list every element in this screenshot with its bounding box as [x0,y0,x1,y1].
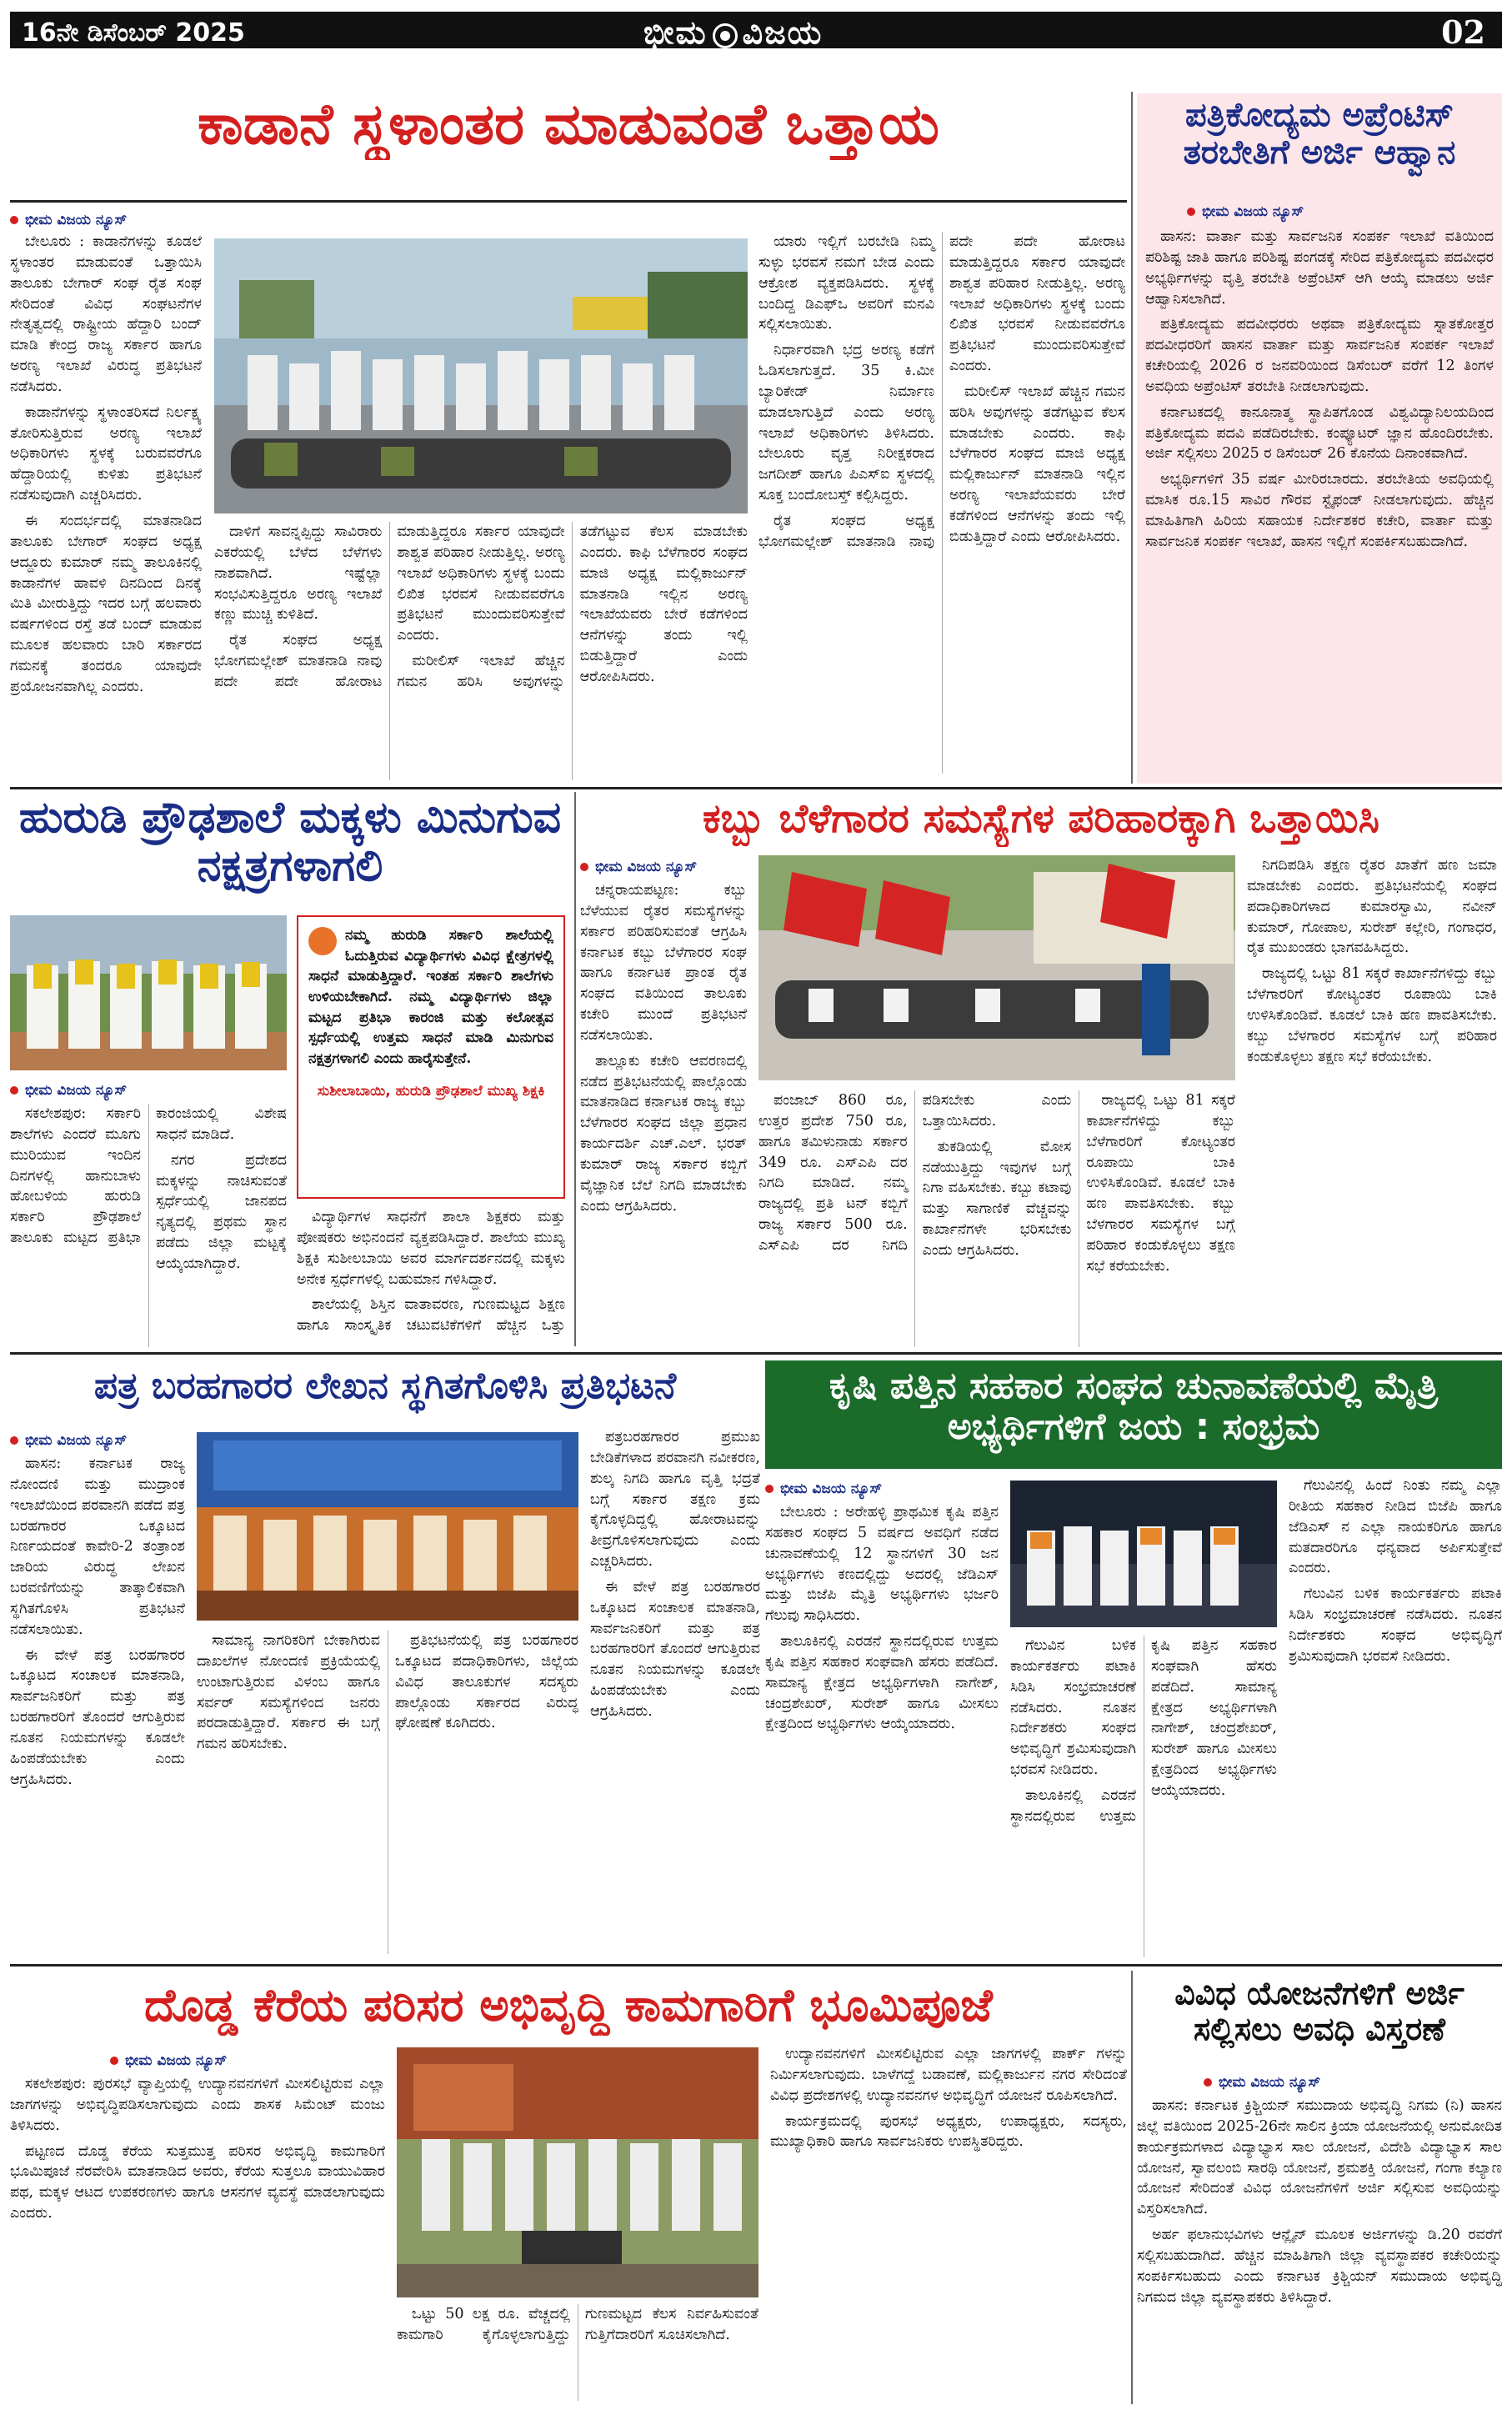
bullet-icon [110,2057,118,2065]
article-text: ಬೇಲೂರು : ಕಾಡಾನೆಗಳನ್ನು ಕೂಡಲೆ ಸ್ಥಳಾಂತರ ಮಾಡುವಂತೆ ಒತ್ತಾಯಿಸಿ ತಾಲೂಕು ಬೇಗಾರ್ ಸಂಘ ರೈತ ಸಂಘ ಸೇರಿದಂತೆ ವಿವಿಧ ಸಂಘಟನೆಗಳ ನೇತೃತ್ವದಲ್ಲಿ ರಾಷ್ಟ್ರೀಯ ಹೆದ್ದಾರಿ ಬಂದ್ ಮಾಡಿ ಕೇಂದ್ರ ರಾಜ್ಯ ಸರ್ಕಾರ ಹಾಗೂ ಅರಣ್ಯ ಇಲಾಖೆ ವಿರುದ್ಧ ಪ್ರತಿಭಟನೆ ನಡೆಸಿದರು. ಕಾಡಾನೆಗಳನ್ನು ಸ್ಥಳಾಂತರಿಸದೆ ನಿರ್ಲಕ್ಷ್ಯ ತೋರಿಸುತ್ತಿರುವ ಅರಣ್ಯ ಇಲಾಖೆ ಅಧಿಕಾರಿಗಳು ಸ್ಥಳಕ್ಕೆ ಬರುವವರೆಗೂ ಹೆದ್ದಾರಿಯಲ್ಲಿ ಕುಳಿತು ಪ್ರತಿಭಟನೆ ನಡೆಸುವುದಾಗಿ ಎಚ್ಚರಿಸಿದರು. ಈ ಸಂದರ್ಭದಲ್ಲಿ ಮಾತನಾಡಿದ ತಾಲೂಕು ಬೇಗಾರ್ ಸಂಘದ ಅಧ್ಯಕ್ಷ ಆದ್ದೂರು ಕುಮಾರ್ ನಮ್ಮ ತಾಲೂಕಿನಲ್ಲಿ ಕಾಡಾನೆಗಳ ಹಾವಳಿ ದಿನದಿಂದ ದಿನಕ್ಕೆ ಮಿತಿ ಮೀರುತ್ತಿದ್ದು ಇದರ ಬಗ್ಗೆ ಹಲವಾರು ವರ್ಷಗಳಿಂದ ರಸ್ತೆ ತಡೆ ಬಂದ್ ಮಾಡುವ ಮೂಲಕ ಹಲವಾರು ಬಾರಿ ಸರ್ಕಾರದ ಗಮನಕ್ಕೆ ತಂದರೂ ಯಾವುದೇ ಪ್ರಯೋಜನವಾಗಿಲ್ಲ ಎಂದರು. [10,233,202,695]
logo-left-text: ಭೀಮ [643,13,708,51]
byline: ಭೀಮ ವಿಜಯ ನ್ಯೂಸ್ [10,1082,287,1099]
story-elephant-body [10,207,1127,782]
byline: ಭೀಮ ವಿಜಯ ನ್ಯೂಸ್ [1187,203,1304,220]
bullet-icon [765,1485,774,1493]
photo-writers-meeting [197,1432,578,1621]
bullet-icon [1204,2078,1212,2087]
article-text: ಹಾಸನ: ಕರ್ನಾಟಕ ರಾಜ್ಯ ನೋಂದಣಿ ಮತ್ತು ಮುದ್ರಾಂಕ ಇಲಾಖೆಯಿಂದ ಪರವಾನಗಿ ಪಡೆದ ಪತ್ರ ಬರಹಗಾರರ ಒಕ್ಕೂಟದ ನಿರ್ಣಯದಂತೆ ಕಾವೇರಿ-2 ತಂತ್ರಾಂಶ ಜಾರಿಯ ವಿರುದ್ಧ ಲೇಖನ ಬರವಣಿಗೆಯನ್ನು ತಾತ್ಕಾಲಿಕವಾಗಿ ಸ್ಥಗಿತಗೊಳಿಸಿ ಪ್ರತಿಭಟನೆ ನಡೆಸಲಾಯಿತು. ಈ ವೇಳೆ ಪತ್ರ ಬರಹಗಾರರ ಒಕ್ಕೂಟದ ಸಂಚಾಲಕ ಮಾತನಾಡಿ, ಸಾರ್ವಜನಿಕರಿಗೆ ಮತ್ತು ಪತ್ರ ಬರಹಗಾರರಿಗೆ ತೊಂದರೆ ಆಗುತ್ತಿರುವ ನೂತನ ನಿಯಮಗಳನ್ನು ಕೂಡಲೇ ಹಿಂಪಡೆಯಬೇಕು ಎಂದು ಆಗ್ರಹಿಸಿದರು. [10,1456,185,1788]
byline: ಭೀಮ ವಿಜಯ ನ್ಯೂಸ್ [110,2052,393,2069]
story-sugarcane [580,794,1502,1350]
story-apprentice [1137,93,1502,784]
bullet-icon [10,1086,18,1095]
article-text: ದಾಳಿಗೆ ಸಾವನ್ನಪ್ಪಿದ್ದು ಸಾವಿರಾರು ಎಕರೆಯಲ್ಲಿ ಬೆಳೆದ ಬೆಳೆಗಳು ನಾಶವಾಗಿದೆ. ಇಷ್ಟೆಲ್ಲಾ ಸಂಭವಿಸುತ್ತಿದ್ದರೂ ಅರಣ್ಯ ಇಲಾಖೆ ಕಣ್ಣು ಮುಚ್ಚಿ ಕುಳಿತಿದೆ. ರೈತ ಸಂಘದ ಅಧ್ಯಕ್ಷ ಭೋಗಮಲ್ಲೇಶ್ ಮಾತನಾಡಿ ನಾವು ಪದೇ ಪದೇ ಹೋರಾಟ ಮಾಡುತ್ತಿದ್ದರೂ ಸರ್ಕಾರ ಯಾವುದೇ ಶಾಶ್ವತ ಪರಿಹಾರ ನೀಡುತ್ತಿಲ್ಲ. ಅರಣ್ಯ ಇಲಾಖೆ ಅಧಿಕಾರಿಗಳು ಸ್ಥಳಕ್ಕೆ ಬಂದು ಲಿಖಿತ ಭರವಸೆ ನೀಡುವವರೆಗೂ ಪ್ರತಿಭಟನೆ ಮುಂದುವರಿಸುತ್ತೇವೆ ಎಂದರು. ಮರೀಲಿಸ್ ಇಲಾಖೆ ಹೆಚ್ಚಿನ ಗಮನ ಹರಿಸಿ ಅವುಗಳನ್ನು ತಡೆಗಟ್ಟುವ ಕೆಲಸ ಮಾಡಬೇಕು ಎಂದರು. ಕಾಫಿ ಬೆಳೆಗಾರರ ಸಂಘದ ಮಾಜಿ ಅಧ್ಯಕ್ಷ ಮಲ್ಲಿಕಾರ್ಜುನ್ ಮಾತನಾಡಿ ಇಲ್ಲಿನ ಅರಣ್ಯ ಇಲಾಖೆಯವರು ಬೇರೆ ಕಡೆಗಳಿಂದ ಆನೆಗಳನ್ನು ತಂದು ಇಲ್ಲಿ ಬಿಡುತ್ತಿದ್ದಾರೆ ಎಂದು ಆರೋಪಿಸಿದರು. [214,524,748,690]
issue-date: 16ನೇ ಡಿಸೆಂಬರ್ 2025 [22,18,245,48]
bullet-icon [10,216,18,224]
photo-bhoomi-pooja [397,2047,759,2297]
bullet-icon [10,1436,18,1445]
article-text: ಹಾಸನ: ಕರ್ನಾಟಕ ಕ್ರಿಶ್ಚಿಯನ್ ಸಮುದಾಯ ಅಭಿವೃದ್ಧಿ ನಿಗಮ (ನಿ) ಹಾಸನ ಜಿಲ್ಲೆ ವತಿಯಿಂದ 2025-26ನೇ ಸಾಲಿನ ಕ್ರಿಯಾ ಯೋಜನೆಯಲ್ಲಿ ಅನುಮೋದಿತ ಕಾರ್ಯಕ್ರಮಗಳಾದ ವಿದ್ಯಾಭ್ಯಾಸ ಸಾಲ ಯೋಜನೆ, ವಿದೇಶಿ ವಿದ್ಯಾಭ್ಯಾಸ ಸಾಲ ಯೋಜನೆ, ಸ್ವಾವಲಂಬಿ ಸಾರಥಿ ಯೋಜನೆ, ಶ್ರಮಶಕ್ತಿ ಯೋಜನೆ, ಗಂಗಾ ಕಲ್ಯಾಣ ಯೋಜನೆ ಸೇರಿದಂತೆ ವಿವಿಧ ಯೋಜನೆಗಳಿಗೆ ಅರ್ಜಿ ಸಲ್ಲಿಸುವ ಅವಧಿಯನ್ನು ವಿಸ್ತರಿಸಲಾಗಿದೆ. ಅರ್ಹ ಫಲಾನುಭವಿಗಳು ಆನ್ಲೈನ್ ಮೂಲಕ ಅರ್ಜಿಗಳನ್ನು ಡಿ.20 ರವರೆಗೆ ಸಲ್ಲಿಸಬಹುದಾಗಿದೆ. ಹೆಚ್ಚಿನ ಮಾಹಿತಿಗಾಗಿ ಜಿಲ್ಲಾ ವ್ಯವಸ್ಥಾಪಕರ ಕಚೇರಿಯನ್ನು ಸಂಪರ್ಕಿಸಬಹುದು ಎಂದು ಕರ್ನಾಟಕ ಕ್ರಿಶ್ಚಿಯನ್ ಸಮುದಾಯ ಅಭಿವೃದ್ಧಿ ನಿಗಮದ ಜಿಲ್ಲಾ ವ್ಯವಸ್ಥಾಪಕರು ತಿಳಿಸಿದ್ದಾರೆ. [1137,2097,1502,2306]
article-text: ಪಂಜಾಬ್ 860 ರೂ, ಉತ್ತರ ಪ್ರದೇಶ 750 ರೂ, ಹಾಗೂ ತಮಿಳುನಾಡು ಸರ್ಕಾರ 349 ರೂ. ಎಸ್ಎಪಿ ದರ ನಿಗದಿ ಮಾಡಿದೆ. ನಮ್ಮ ರಾಜ್ಯದಲ್ಲಿ ಪ್ರತಿ ಟನ್ ಕಬ್ಬಿಗೆ ರಾಜ್ಯ ಸರ್ಕಾರ 500 ರೂ. ಎಸ್ಎಪಿ ದರ ನಿಗದಿ ಪಡಿಸಬೇಕು ಎಂದು ಒತ್ತಾಯಿಸಿದರು. ತುಕಡಿಯಲ್ಲಿ ಮೋಸ ನಡೆಯುತ್ತಿದ್ದು ಇವುಗಳ ಬಗ್ಗೆ ನಿಗಾ ವಹಿಸಬೇಕು. ಕಬ್ಬು ಕಟಾವು ಮತ್ತು ಸಾಗಾಣಿಕೆ ವೆಚ್ಚವನ್ನು ಕಾರ್ಖಾನೆಗಳೇ ಭರಿಸಬೇಕು ಎಂದು ಆಗ್ರಹಿಸಿದರು. ರಾಜ್ಯದಲ್ಲಿ ಒಟ್ಟು 81 ಸಕ್ಕರೆ ಕಾರ್ಖಾನೆಗಳಿದ್ದು ಕಬ್ಬು ಬೆಳೆಗಾರರಿಗೆ ಕೋಟ್ಯಂತರ ರೂಪಾಯಿ ಬಾಕಿ ಉಳಿಸಿಕೊಂಡಿವೆ. ಕೂಡಲೆ ಬಾಕಿ ಹಣ ಪಾವತಿಸಬೇಕು. ಕಬ್ಬು ಬೆಳಗಾರರ ಸಮಸ್ಯೆಗಳ ಬಗ್ಗೆ ಪರಿಹಾರ ಕಂಡುಕೊಳ್ಳಲು ತಕ್ಷಣ ಸಭೆ ಕರೆಯಬೇಕು. [759,1092,1235,1275]
article-text: ನಿಗದಿಪಡಿಸಿ ತಕ್ಷಣ ರೈತರ ಖಾತೆಗೆ ಹಣ ಜಮಾ ಮಾಡಬೇಕು ಎಂದರು. ಪ್ರತಿಭಟನೆಯಲ್ಲಿ ಸಂಘದ ಪದಾಧಿಕಾರಿಗಳಾದ ಕುಮಾರಸ್ವಾಮಿ, ನವೀನ್ ಕುಮಾರ್, ಗೋಪಾಲ, ಸುರೇಶ್ ಕಲ್ಲೇರಿ, ಗಂಗಾಧರ, ರೈತ ಮುಖಂಡರು ಭಾಗವಹಿಸಿದ್ದರು. ರಾಜ್ಯದಲ್ಲಿ ಒಟ್ಟು 81 ಸಕ್ಕರೆ ಕಾರ್ಖಾನೆಗಳಿದ್ದು ಕಬ್ಬು ಬೆಳೆಗಾರರಿಗೆ ಕೋಟ್ಯಂತರ ರೂಪಾಯಿ ಬಾಕಿ ಉಳಿಸಿಕೊಂಡಿವೆ. ಕೂಡಲೆ ಬಾಕಿ ಹಣ ಪಾವತಿಸಬೇಕು. ಕಬ್ಬು ಬೆಳಗಾರರ ಸಮಸ್ಯೆಗಳ ಬಗ್ಗೆ ಪರಿಹಾರ ಕಂಡುಕೊಳ್ಳಲು ತಕ್ಷಣ ಸಭೆ ಕರೆಯಬೇಕು. [1247,857,1497,1065]
article-text: ಒಟ್ಟು 50 ಲಕ್ಷ ರೂ. ವೆಚ್ಚದಲ್ಲಿ ಕಾಮಗಾರಿ ಕೈಗೊಳ್ಳಲಾಗುತ್ತಿದ್ದು ಗುಣಮಟ್ಟದ ಕೆಲಸ ನಿರ್ವಹಿಸುವಂತೆ ಗುತ್ತಿಗೆದಾರರಿಗೆ ಸೂಚಿಸಲಾಗಿದೆ. [397,2306,759,2343]
column-divider [1131,1971,1133,2404]
article-text: ಗೆಲುವಿನಲ್ಲಿ ಹಿಂದೆ ನಿಂತು ನಮ್ಮ ಎಲ್ಲಾ ರೀತಿಯ ಸಹಕಾರ ನೀಡಿದ ಬಿಜೆಪಿ ಹಾಗೂ ಜೆಡಿಎಸ್ ನ ಎಲ್ಲಾ ನಾಯಕರಿಗೂ ಹಾಗೂ ಮತದಾರರಿಗೂ ಧನ್ಯವಾದ ಅರ್ಪಿಸುತ್ತೇವೆ ಎಂದರು. ಗೆಲುವಿನ ಬಳಿಕ ಕಾರ್ಯಕರ್ತರು ಪಟಾಕಿ ಸಿಡಿಸಿ ಸಂಭ್ರಮಾಚರಣೆ ನಡೆಸಿದರು. ನೂತನ ನಿರ್ದೇಶಕರು ಸಂಘದ ಅಭಿವೃದ್ಧಿಗೆ ಶ್ರಮಿಸುವುದಾಗಿ ಭರವಸೆ ನೀಡಿದರು. [1289,1477,1502,1665]
section-rule [10,787,1502,789]
rule [10,200,1127,203]
byline: ಭೀಮ ವಿಜಯ ನ್ಯೂಸ್ [10,1432,185,1449]
logo-right-text: ವಿಜಯ [742,13,824,51]
column-divider [1131,92,1133,784]
story-lake [10,1971,1127,2404]
article-text: ಚನ್ನರಾಯಪಟ್ಟಣ: ಕಬ್ಬು ಬೆಳೆಯುವ ರೈತರ ಸಮಸ್ಯೆಗಳನ್ನು ಸರ್ಕಾರ ಪರಿಹರಿಸುವಂತೆ ಆಗ್ರಹಿಸಿ ಕರ್ನಾಟಕ ಕಬ್ಬು ಬೆಳೆಗಾರರ ಸಂಘ ಹಾಗೂ ಕರ್ನಾಟಕ ಪ್ರಾಂತ ರೈತ ಸಂಘದ ವತಿಯಿಂದ ತಾಲೂಕು ಕಚೇರಿ ಮುಂದೆ ಪ್ರತಿಭಟನೆ ನಡೆಸಲಾಯಿತು. ತಾಲ್ಲೂಕು ಕಚೇರಿ ಆವರಣದಲ್ಲಿ ನಡೆದ ಪ್ರತಿಭಟನೆಯಲ್ಲಿ ಪಾಲ್ಗೊಂಡು ಮಾತನಾಡಿದ ಕರ್ನಾಟಕ ರಾಜ್ಯ ಕಬ್ಬು ಬೆಳೆಗಾರರ ಸಂಘದ ಜಿಲ್ಲಾ ಪ್ರಧಾನ ಕಾರ್ಯದರ್ಶಿ ಎಚ್.ಎಲ್. ಭರತ್ ಕುಮಾರ್ ರಾಜ್ಯ ಸರ್ಕಾರ ಕಬ್ಬಿಗೆ ವೈಜ್ಞಾನಿಕ ಬೆಲೆ ನಿಗದಿ ಮಾಡಬೇಕು ಎಂದು ಆಗ್ರಹಿಸಿದರು. [580,882,747,1215]
headline-writers: ಪತ್ರ ಬರಹಗಾರರ ಲೇಖನ ಸ್ಥಗಿತಗೊಳಿಸಿ ಪ್ರತಿಭಟನೆ [93,1365,677,1407]
photo-election-celebration [1010,1481,1277,1627]
chakra-icon [713,23,738,48]
story-scheme [1137,1971,1502,2404]
quote-signature: ಸುಶೀಲಾಬಾಯಿ, ಹುರುಡಿ ಪ್ರೌಢಶಾಲೆ ಮುಖ್ಯ ಶಿಕ್ಷಕಿ [317,1083,545,1100]
story-writers [10,1359,760,1959]
article-text: ಗೆಲುವಿನ ಬಳಿಕ ಕಾರ್ಯಕರ್ತರು ಪಟಾಕಿ ಸಿಡಿಸಿ ಸಂಭ್ರಮಾಚರಣೆ ನಡೆಸಿದರು. ನೂತನ ನಿರ್ದೇಶಕರು ಸಂಘದ ಅಭಿವೃದ್ಧಿಗೆ ಶ್ರಮಿಸುವುದಾಗಿ ಭರವಸೆ ನೀಡಿದರು. ತಾಲೂಕಿನಲ್ಲಿ ಎರಡನೆ ಸ್ಥಾನದಲ್ಲಿರುವ ಉತ್ತಮ ಕೃಷಿ ಪತ್ತಿನ ಸಹಕಾರ ಸಂಘವಾಗಿ ಹೆಸರು ಪಡೆದಿದೆ. ಸಾಮಾನ್ಯ ಕ್ಷೇತ್ರದ ಅಭ್ಯರ್ಥಿಗಳಾಗಿ ನಾಗೇಶ್, ಚಂದ್ರಶೇಖರ್, ಸುರೇಶ್ ಹಾಗೂ ಮೀಸಲು ಕ್ಷೇತ್ರದಿಂದ ಅಭ್ಯರ್ಥಿಗಳು ಆಯ್ಕೆಯಾದರು. [1010,1637,1277,1825]
byline: ಭೀಮ ವಿಜಯ ನ್ಯೂಸ್ [10,212,202,228]
article-text: ಸಾಮಾನ್ಯ ನಾಗರಿಕರಿಗೆ ಬೇಕಾಗಿರುವ ದಾಖಲೆಗಳ ನೋಂದಣಿ ಪ್ರಕ್ರಿಯೆಯಲ್ಲಿ ಉಂಟಾಗುತ್ತಿರುವ ವಿಳಂಬ ಹಾಗೂ ಸರ್ವರ್ ಸಮಸ್ಯೆಗಳಿಂದ ಜನರು ಪರದಾಡುತ್ತಿದ್ದಾರೆ. ಸರ್ಕಾರ ಈ ಬಗ್ಗೆ ಗಮನ ಹರಿಸಬೇಕು. ಪ್ರತಿಭಟನೆಯಲ್ಲಿ ಪತ್ರ ಬರಹಗಾರರ ಒಕ್ಕೂಟದ ಪದಾಧಿಕಾರಿಗಳು, ಜಿಲ್ಲೆಯ ವಿವಿಧ ತಾಲೂಕುಗಳ ಸದಸ್ಯರು ಪಾಲ್ಗೊಂಡು ಸರ್ಕಾರದ ವಿರುದ್ಧ ಘೋಷಣೆ ಕೂಗಿದರು. [197,1632,578,1753]
page-number: 02 [1441,13,1485,51]
photo-sugarcane-protest [759,855,1235,1080]
article-text: ವಿದ್ಯಾರ್ಥಿಗಳ ಸಾಧನೆಗೆ ಶಾಲಾ ಶಿಕ್ಷಕರು ಮತ್ತು ಪೋಷಕರು ಅಭಿನಂದನೆ ವ್ಯಕ್ತಪಡಿಸಿದ್ದಾರೆ. ಶಾಲೆಯ ಮುಖ್ಯ ಶಿಕ್ಷಕಿ ಸುಶೀಲಬಾಯಿ ಅವರ ಮಾರ್ಗದರ್ಶನದಲ್ಲಿ ಮಕ್ಕಳು ಅನೇಕ ಸ್ಪರ್ಧೆಗಳಲ್ಲಿ ಬಹುಮಾನ ಗಳಿಸಿದ್ದಾರೆ. ಶಾಲೆಯಲ್ಲಿ ಶಿಸ್ತಿನ ವಾತಾವರಣ, ಗುಣಮಟ್ಟದ ಶಿಕ್ಷಣ ಹಾಗೂ ಸಾಂಸ್ಕೃತಿಕ ಚಟುವಟಿಕೆಗಳಿಗೆ ಹೆಚ್ಚಿನ ಒತ್ತು [297,1209,565,1335]
story-cooperative [765,1476,1502,1959]
headline-elephant: ಕಾಡಾನೆ ಸ್ಥಳಾಂತರ ಮಾಡುವಂತೆ ಒತ್ತಾಯ [197,93,939,158]
section-rule [10,1964,1502,1967]
article-text: ಹಾಸನ: ವಾರ್ತಾ ಮತ್ತು ಸಾರ್ವಜನಿಕ ಸಂಪರ್ಕ ಇಲಾಖೆ ವತಿಯಿಂದ ಪರಿಶಿಷ್ಟ ಜಾತಿ ಹಾಗೂ ಪರಿಶಿಷ್ಟ ಪಂಗಡಕ್ಕೆ ಸೇರಿದ ಪತ್ರಿಕೋದ್ಯಮ ಪದವೀಧರ ಅಭ್ಯರ್ಥಿಗಳನ್ನು ವೃತ್ತಿ ತರಬೇತಿ ಅಪ್ರೆಂಟಿಸ್ ಆಗಿ ಆಯ್ಕೆ ಮಾಡಲು ಅರ್ಜಿ ಆಹ್ವಾನಿಸಲಾಗಿದೆ. ಪತ್ರಿಕೋದ್ಯಮ ಪದವೀಧರರು ಅಥವಾ ಪತ್ರಿಕೋದ್ಯಮ ಸ್ನಾತಕೋತ್ತರ ಪದವೀಧರರಿಗೆ ಹಾಸನ ವಾರ್ತಾ ಮತ್ತು ಸಾರ್ವಜನಿಕ ಸಂಪರ್ಕ ಇಲಾಖೆ ಕಚೇರಿಯಲ್ಲಿ 2026 ರ ಜನವರಿಯಿಂದ ಡಿಸೆಂಬರ್ ವರೆಗೆ 12 ತಿಂಗಳ ಅವಧಿಯ ಅಪ್ರೆಂಟಿಸ್ ತರಬೇತಿ ನೀಡಲಾಗುವುದು. ಕರ್ನಾಟಕದಲ್ಲಿ ಕಾನೂನಾತ್ಮ ಸ್ಥಾಪಿತಗೊಂಡ ವಿಶ್ವವಿದ್ಯಾನಿಲಯದಿಂದ ಪತ್ರಿಕೋದ್ಯಮ ಪದವಿ ಪಡೆದಿರಬೇಕು. ಕಂಪ್ಯೂಟರ್ ಜ್ಞಾನ ಹೊಂದಿರಬೇಕು. ಅರ್ಜಿ ಸಲ್ಲಿಸಲು 2025 ರ ಡಿಸೆಂಬರ್ 26 ಕೊನೆಯ ದಿನಾಂಕವಾಗಿದೆ. ಅಭ್ಯರ್ಥಿಗಳಿಗೆ 35 ವರ್ಷ ಮೀರಿರಬಾರದು. ತರಬೇತಿಯ ಅವಧಿಯಲ್ಲಿ ಮಾಸಿಕ ರೂ.15 ಸಾವಿರ ಗೌರವ ಸ್ಟೈಫಂಡ್ ನೀಡಲಾಗುವುದು. ಹೆಚ್ಚಿನ ಮಾಹಿತಿಗಾಗಿ ಹಿರಿಯ ಸಹಾಯಕ ನಿರ್ದೇಶಕರ ಕಚೇರಿ, ವಾರ್ತಾ ಮತ್ತು ಸಾರ್ವಜನಿಕ ಸಂಪರ್ಕ ಇಲಾಖೆ, ಹಾಸನ ಇಲ್ಲಿಗೆ ಸಂಪರ್ಕಿಸಬಹುದಾಗಿದೆ. [1145,228,1494,550]
quote-text: ನಮ್ಮ ಹುರುಡಿ ಸರ್ಕಾರಿ ಶಾಲೆಯಲ್ಲಿ ಓದುತ್ತಿರುವ ವಿದ್ಯಾರ್ಥಿಗಳು ವಿವಿಧ ಕ್ಷೇತ್ರಗಳಲ್ಲಿ ಸಾಧನೆ ಮಾಡುತ್ತಿದ್ದಾರೆ. ಇಂತಹ ಸರ್ಕಾರಿ ಶಾಲೆಗಳು ಉಳಿಯಬೇಕಾಗಿದೆ. ನಮ್ಮ ವಿದ್ಯಾರ್ಥಿಗಳು ಜಿಲ್ಲಾ ಮಟ್ಟದ ಪ್ರತಿಭಾ ಕಾರಂಜಿ ಮತ್ತು ಕಲೋತ್ಸವ ಸ್ಪರ್ಧೆಯಲ್ಲಿ ಉತ್ತಮ ಸಾಧನೆ ಮಾಡಿ ಮಿನುಗುವ ನಕ್ಷತ್ರಗಳಾಗಲಿ ಎಂದು ಹಾರೈಸುತ್ತೇನೆ. [308,927,553,1067]
headline-band [765,1360,1502,1469]
newspaper-logo [643,13,823,52]
article-text: ಸಕಲೇಶಪುರ: ಸರ್ಕಾರಿ ಶಾಲೆಗಳು ಎಂದರೆ ಮೂಗು ಮುರಿಯುವ ಇಂದಿನ ದಿನಗಳಲ್ಲಿ ಹಾನುಬಾಳು ಹೋಬಳಿಯ ಹುರುಡಿ ಸರ್ಕಾರಿ ಪ್ರೌಢಶಾಲೆ ತಾಲೂಕು ಮಟ್ಟದ ಪ್ರತಿಭಾ ಕಾರಂಜಿಯಲ್ಲಿ ವಿಶೇಷ ಸಾಧನೆ ಮಾಡಿದೆ. ನಗರ ಪ್ರದೇಶದ ಮಕ್ಕಳನ್ನು ನಾಚಿಸುವಂತೆ ಸ್ಪರ್ಧೆಯಲ್ಲಿ ಜಾನಪದ ನೃತ್ಯದಲ್ಲಿ ಪ್ರಥಮ ಸ್ಥಾನ ಪಡೆದು ಜಿಲ್ಲಾ ಮಟ್ಟಕ್ಕೆ ಆಯ್ಕೆಯಾಗಿದ್ದಾರೆ. [10,1105,287,1272]
section-rule [10,1352,1502,1355]
headline-scheme: ವಿವಿಧ ಯೋಜನೆಗಳಿಗೆ ಅರ್ಜಿ ಸಲ್ಲಿಸಲು ಅವಧಿ ವಿಸ್ತರಣೆ [1174,1976,1464,2047]
story-school [10,794,570,1350]
headline-apprentice: ಪತ್ರಿಕೋದ್ಯಮ ಅಪ್ರೆಂಟಿಸ್ ತರಬೇತಿಗೆ ಅರ್ಜಿ ಆಹ್ವಾನ [1183,97,1456,172]
quote-box [297,915,565,1199]
photo-protest-highway [214,238,748,514]
byline: ಭೀಮ ವಿಜಯ ನ್ಯೂಸ್ [765,1481,999,1497]
byline: ಭೀಮ ವಿಜಯ ನ್ಯೂಸ್ [580,859,747,875]
article-text: ಸಕಲೇಶಪುರ: ಪುರಸಭೆ ವ್ಯಾಪ್ತಿಯಲ್ಲಿ ಉದ್ಯಾನವನಗಳಿಗೆ ಮೀಸಲಿಟ್ಟಿರುವ ಎಲ್ಲಾ ಜಾಗಗಳನ್ನು ಅಭಿವೃದ್ಧಿಪಡಿಸಲಾಗುವುದು ಎಂದು ಶಾಸಕ ಸಿಮೆಂಟ್ ಮಂಜು ತಿಳಿಸಿದರು. ಪಟ್ಟಣದ ದೊಡ್ಡ ಕೆರೆಯ ಸುತ್ತಮುತ್ತ ಪರಿಸರ ಅಭಿವೃದ್ಧಿ ಕಾಮಗಾರಿಗೆ ಭೂಮಿಪೂಜೆ ನೆರವೇರಿಸಿ ಮಾತನಾಡಿದ ಅವರು, ಕೆರೆಯ ಸುತ್ತಲೂ ವಾಯುವಿಹಾರ ಪಥ, ಮಕ್ಕಳ ಆಟದ ಉಪಕರಣಗಳು ಹಾಗೂ ಆಸನಗಳ ವ್ಯವಸ್ಥೆ ಮಾಡಲಾಗುವುದು ಎಂದರು. [10,2076,385,2222]
bullet-icon [1187,208,1195,216]
photo-students-dance [10,915,287,1070]
article-text: ಉದ್ಯಾನವನಗಳಿಗೆ ಮೀಸಲಿಟ್ಟಿರುವ ಎಲ್ಲಾ ಜಾಗಗಳಲ್ಲಿ ಪಾರ್ಕ್ ಗಳನ್ನು ನಿರ್ಮಿಸಲಾಗುವುದು. ಬಾಳೆಗದ್ದೆ ಬಡಾವಣೆ, ಮಲ್ಲಿಕಾರ್ಜುನ ನಗರ ಸೇರಿದಂತೆ ವಿವಿಧ ಪ್ರದೇಶಗಳಲ್ಲಿ ಉದ್ಯಾನವನಗಳ ಅಭಿವೃದ್ಧಿಗೆ ಯೋಜನೆ ರೂಪಿಸಲಾಗಿದೆ. ಕಾರ್ಯಕ್ರಮದಲ್ಲಿ ಪುರಸಭೆ ಅಧ್ಯಕ್ಷರು, ಉಪಾಧ್ಯಕ್ಷರು, ಸದಸ್ಯರು, ಮುಖ್ಯಾಧಿಕಾರಿ ಹಾಗೂ ಸಾರ್ವಜನಿಕರು ಉಪಸ್ಥಿತರಿದ್ದರು. [770,2046,1127,2151]
headline-cooperative: ಕೃಷಿ ಪತ್ತಿನ ಸಹಕಾರ ಸಂಘದ ಚುನಾವಣೆಯಲ್ಲಿ ಮೈತ್ರಿ ಅಭ್ಯರ್ಥಿಗಳಿಗೆ ಜಯ : ಸಂಭ್ರಮ [829,1365,1439,1449]
article-text: ಬೇಲೂರು : ಅರೇಹಳ್ಳಿ ಪ್ರಾಥಮಿಕ ಕೃಷಿ ಪತ್ತಿನ ಸಹಕಾರ ಸಂಘದ 5 ವರ್ಷದ ಅವಧಿಗೆ ನಡೆದ ಚುನಾವಣೆಯಲ್ಲಿ 12 ಸ್ಥಾನಗಳಿಗೆ 30 ಜನ ಅಭ್ಯರ್ಥಿಗಳು ಕಣದಲ್ಲಿದ್ದು ಅದರಲ್ಲಿ ಜೆಡಿಎಸ್ ಮತ್ತು ಬಿಜೆಪಿ ಮೈತ್ರಿ ಅಭ್ಯರ್ಥಿಗಳು ಭರ್ಜರಿ ಗೆಲುವು ಸಾಧಿಸಿದರು. ತಾಲೂಕಿನಲ್ಲಿ ಎರಡನೆ ಸ್ಥಾನದಲ್ಲಿರುವ ಉತ್ತಮ ಕೃಷಿ ಪತ್ತಿನ ಸಹಕಾರ ಸಂಘವಾಗಿ ಹೆಸರು ಪಡೆದಿದೆ. ಸಾಮಾನ್ಯ ಕ್ಷೇತ್ರದ ಅಭ್ಯರ್ಥಿಗಳಾಗಿ ನಾಗೇಶ್, ಚಂದ್ರಶೇಖರ್, ಸುರೇಶ್ ಹಾಗೂ ಮೀಸಲು ಕ್ಷೇತ್ರದಿಂದ ಅಭ್ಯರ್ಥಿಗಳು ಆಯ್ಕೆಯಾದರು. [765,1504,999,1733]
bullet-icon [580,863,588,871]
headline-school: ಹುರುಡಿ ಪ್ರೌಢಶಾಲೆ ಮಕ್ಕಳು ಮಿನುಗುವ ನಕ್ಷತ್ರಗಳಾಗಲಿ [18,794,562,892]
byline: ಭೀಮ ವಿಜಯ ನ್ಯೂಸ್ [1204,2074,1320,2091]
headline-sugarcane: ಕಬ್ಬು ಬೆಳೆಗಾರರ ಸಮಸ್ಯೆಗಳ ಪರಿಹಾರಕ್ಕಾಗಿ ಒತ್ತಾಯಿಸಿ [702,797,1380,842]
headline-lake: ದೊಡ್ಡ ಕೆರೆಯ ಪರಿಸರ ಅಭಿವೃದ್ಧಿ ಕಾಮಗಾರಿಗೆ ಭೂಮಿಪೂಜೆ [144,1981,993,2032]
quote-icon [308,927,337,955]
article-text: ಪತ್ರಬರಹಗಾರರ ಪ್ರಮುಖ ಬೇಡಿಕೆಗಳಾದ ಪರವಾನಗಿ ನವೀಕರಣ, ಶುಲ್ಕ ನಿಗದಿ ಹಾಗೂ ವೃತ್ತಿ ಭದ್ರತೆ ಬಗ್ಗೆ ಸರ್ಕಾರ ತಕ್ಷಣ ಕ್ರಮ ಕೈಗೊಳ್ಳದಿದ್ದಲ್ಲಿ ಹೋರಾಟವನ್ನು ತೀವ್ರಗೊಳಿಸಲಾಗುವುದು ಎಂದು ಎಚ್ಚರಿಸಿದರು. ಈ ವೇಳೆ ಪತ್ರ ಬರಹಗಾರರ ಒಕ್ಕೂಟದ ಸಂಚಾಲಕ ಮಾತನಾಡಿ, ಸಾರ್ವಜನಿಕರಿಗೆ ಮತ್ತು ಪತ್ರ ಬರಹಗಾರರಿಗೆ ತೊಂದರೆ ಆಗುತ್ತಿರುವ ನೂತನ ನಿಯಮಗಳನ್ನು ಕೂಡಲೇ ಹಿಂಪಡೆಯಬೇಕು ಎಂದು ಆಗ್ರಹಿಸಿದರು. [590,1429,760,1720]
masthead [10,12,1502,51]
column-divider [574,792,576,1346]
article-text: ಯಾರು ಇಲ್ಲಿಗೆ ಬರಬೇಡಿ ನಿಮ್ಮ ಸುಳ್ಳು ಭರವಸೆ ನಮಗೆ ಬೇಡ ಎಂದು ಆಕ್ರೋಶ ವ್ಯಕ್ತಪಡಿಸಿದರು. ಸ್ಥಳಕ್ಕೆ ಬಂದಿದ್ದ ಡಿಎಫ್ಒ ಅವರಿಗೆ ಮನವಿ ಸಲ್ಲಿಸಲಾಯಿತು. ನಿರ್ಧಾರವಾಗಿ ಭದ್ರ ಅರಣ್ಯ ಕಡೆಗೆ ಓಡಿಸಲಾಗುತ್ತದೆ. 35 ಕಿ.ಮೀ ಬ್ಯಾರಿಕೇಡ್ ನಿರ್ಮಾಣ ಮಾಡಲಾಗುತ್ತಿದೆ ಎಂದು ಅರಣ್ಯ ಇಲಾಖೆ ಅಧಿಕಾರಿಗಳು ತಿಳಿಸಿದರು. ಬೇಲೂರು ವೃತ್ತ ನಿರೀಕ್ಷಕರಾದ ಜಗದೀಶ್ ಹಾಗೂ ಪಿಎಸ್ಐ ಸ್ಥಳದಲ್ಲಿ ಸೂಕ್ತ ಬಂದೋಬಸ್ತ್ ಕಲ್ಪಿಸಿದ್ದರು. ರೈತ ಸಂಘದ ಅಧ್ಯಕ್ಷ ಭೋಗಮಲ್ಲೇಶ್ ಮಾತನಾಡಿ ನಾವು ಪದೇ ಪದೇ ಹೋರಾಟ ಮಾಡುತ್ತಿದ್ದರೂ ಸರ್ಕಾರ ಯಾವುದೇ ಶಾಶ್ವತ ಪರಿಹಾರ ನೀಡುತ್ತಿಲ್ಲ. ಅರಣ್ಯ ಇಲಾಖೆ ಅಧಿಕಾರಿಗಳು ಸ್ಥಳಕ್ಕೆ ಬಂದು ಲಿಖಿತ ಭರವಸೆ ನೀಡುವವರೆಗೂ ಪ್ರತಿಭಟನೆ ಮುಂದುವರಿಸುತ್ತೇವೆ ಎಂದರು. ಮರೀಲಿಸ್ ಇಲಾಖೆ ಹೆಚ್ಚಿನ ಗಮನ ಹರಿಸಿ ಅವುಗಳನ್ನು ತಡೆಗಟ್ಟುವ ಕೆಲಸ ಮಾಡಬೇಕು ಎಂದರು. ಕಾಫಿ ಬೆಳೆಗಾರರ ಸಂಘದ ಮಾಜಿ ಅಧ್ಯಕ್ಷ ಮಲ್ಲಿಕಾರ್ಜುನ್ ಮಾತನಾಡಿ ಇಲ್ಲಿನ ಅರಣ್ಯ ಇಲಾಖೆಯವರು ಬೇರೆ ಕಡೆಗಳಿಂದ ಆನೆಗಳನ್ನು ತಂದು ಇಲ್ಲಿ ಬಿಡುತ್ತಿದ್ದಾರೆ ಎಂದು ಆರೋಪಿಸಿದರು. [759,233,1125,550]
